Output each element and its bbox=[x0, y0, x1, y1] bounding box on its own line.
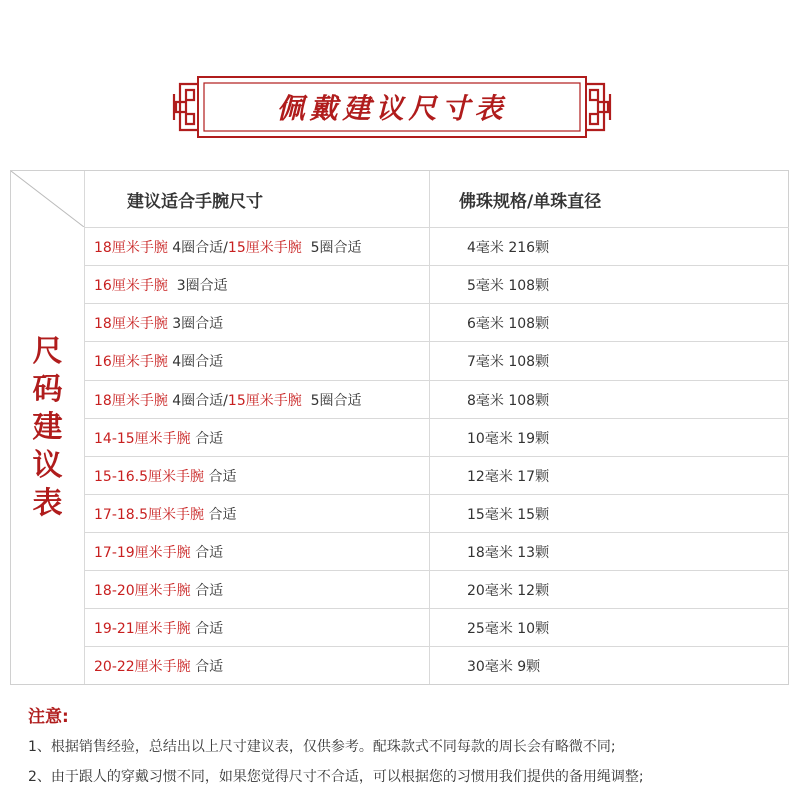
wrist-size-text: 20-22厘米手腕 bbox=[94, 658, 191, 675]
bead-spec-cell: 7毫米 108颗 bbox=[467, 354, 550, 370]
wrist-size-cell bbox=[94, 571, 223, 608]
wrist-size-text: 16厘米手腕 bbox=[94, 354, 168, 370]
side-label-char: 表 bbox=[32, 485, 63, 521]
bead-spec-cell: 5毫米 108颗 bbox=[467, 277, 550, 294]
fit-text: 合适 bbox=[204, 468, 237, 485]
wrist-size-cell bbox=[94, 381, 362, 418]
table-row bbox=[85, 303, 789, 341]
fit-text: 合适 bbox=[190, 544, 224, 561]
table-row bbox=[85, 380, 789, 418]
wrist-size-text: 15厘米手腕 bbox=[227, 392, 302, 409]
wrist-size-text: 19-21厘米手腕 bbox=[94, 620, 191, 637]
bead-spec-cell: 12毫米 17颗 bbox=[467, 468, 550, 485]
wrist-size-cell bbox=[94, 419, 223, 456]
bead-spec-cell: 8毫米 108颗 bbox=[467, 392, 550, 409]
bead-spec-cell: 6毫米 108颗 bbox=[467, 315, 550, 332]
fit-text: 5圈合适 bbox=[301, 239, 362, 256]
table-row bbox=[85, 456, 789, 494]
fit-text: 4圈合适 bbox=[167, 354, 224, 370]
wrist-size-text: 18厘米手腕 bbox=[94, 239, 168, 256]
side-label-char: 码 bbox=[32, 371, 63, 407]
fit-text: 合适 bbox=[190, 582, 224, 599]
wrist-size-cell bbox=[94, 609, 223, 646]
wrist-size-cell bbox=[94, 342, 223, 380]
table-row bbox=[85, 418, 789, 456]
fit-text: 3圈合适 bbox=[167, 277, 228, 294]
wrist-size-text: 14-15厘米手腕 bbox=[94, 430, 191, 447]
fit-text: 合适 bbox=[190, 620, 224, 637]
side-label-char: 尺 bbox=[32, 333, 63, 369]
fit-text: 3圈合适 bbox=[167, 315, 224, 332]
fit-text: 4圈合适/ bbox=[167, 392, 228, 409]
table-row bbox=[85, 570, 789, 608]
table-row bbox=[85, 608, 789, 646]
wrist-size-text: 17-19厘米手腕 bbox=[94, 544, 191, 561]
wrist-size-text: 16厘米手腕 bbox=[94, 277, 168, 294]
bead-spec-cell: 20毫米 12颗 bbox=[467, 582, 550, 599]
wrist-size-text: 15-16.5厘米手腕 bbox=[94, 468, 205, 485]
bead-spec-cell: 18毫米 13颗 bbox=[467, 544, 550, 561]
fit-text: 合适 bbox=[190, 430, 224, 447]
table-row bbox=[85, 532, 789, 570]
wrist-size-cell bbox=[94, 533, 223, 570]
wrist-size-cell bbox=[94, 647, 223, 684]
wrist-size-cell bbox=[94, 304, 223, 341]
note-line: 2、由于跟人的穿戴习惯不同，如果您觉得尺寸不合适，可以根据您的习惯用我们提供的备用绳调整; bbox=[28, 769, 644, 785]
wrist-size-cell bbox=[94, 495, 237, 532]
header-bead-spec: 佛珠规格/单珠直径 bbox=[459, 191, 602, 212]
header-wrist-size: 建议适合手腕尺寸 bbox=[127, 191, 263, 212]
bead-spec-cell: 4毫米 216颗 bbox=[467, 239, 550, 256]
bead-spec-cell: 25毫米 10颗 bbox=[467, 620, 550, 637]
fit-text: 5圈合适 bbox=[301, 392, 362, 409]
wrist-size-text: 18-20厘米手腕 bbox=[94, 582, 191, 599]
wrist-size-text: 18厘米手腕 bbox=[94, 315, 168, 332]
side-label-char: 议 bbox=[32, 447, 63, 483]
wrist-size-cell bbox=[94, 266, 228, 303]
wrist-size-cell bbox=[94, 228, 362, 265]
wrist-size-text: 18厘米手腕 bbox=[94, 392, 168, 409]
wrist-size-text: 17-18.5厘米手腕 bbox=[94, 506, 205, 523]
bead-spec-cell: 15毫米 15颗 bbox=[467, 506, 550, 523]
table-row bbox=[85, 646, 789, 684]
bead-spec-cell: 30毫米 9颗 bbox=[467, 658, 541, 675]
page-title: 佩戴建议尺寸表 bbox=[276, 92, 508, 125]
table-row bbox=[85, 341, 789, 380]
notes-section bbox=[28, 702, 788, 792]
table-row bbox=[85, 265, 789, 303]
fit-text: 4圈合适/ bbox=[167, 239, 228, 256]
side-label bbox=[11, 171, 84, 684]
notes-title: 注意: bbox=[28, 707, 69, 727]
note-line: 1、根据销售经验，总结出以上尺寸建议表，仅供参考。配珠款式不同每款的周长会有略微不同; bbox=[28, 739, 616, 755]
wrist-size-text: 15厘米手腕 bbox=[227, 239, 302, 256]
fit-text: 合适 bbox=[204, 506, 237, 523]
table-row bbox=[85, 494, 789, 532]
side-label-char: 建 bbox=[32, 409, 63, 445]
table-row bbox=[85, 227, 789, 265]
fit-text: 合适 bbox=[190, 658, 224, 675]
bead-spec-cell: 10毫米 19颗 bbox=[467, 430, 550, 447]
size-table bbox=[10, 170, 789, 685]
wrist-size-cell bbox=[94, 457, 237, 494]
title-banner bbox=[172, 74, 612, 140]
